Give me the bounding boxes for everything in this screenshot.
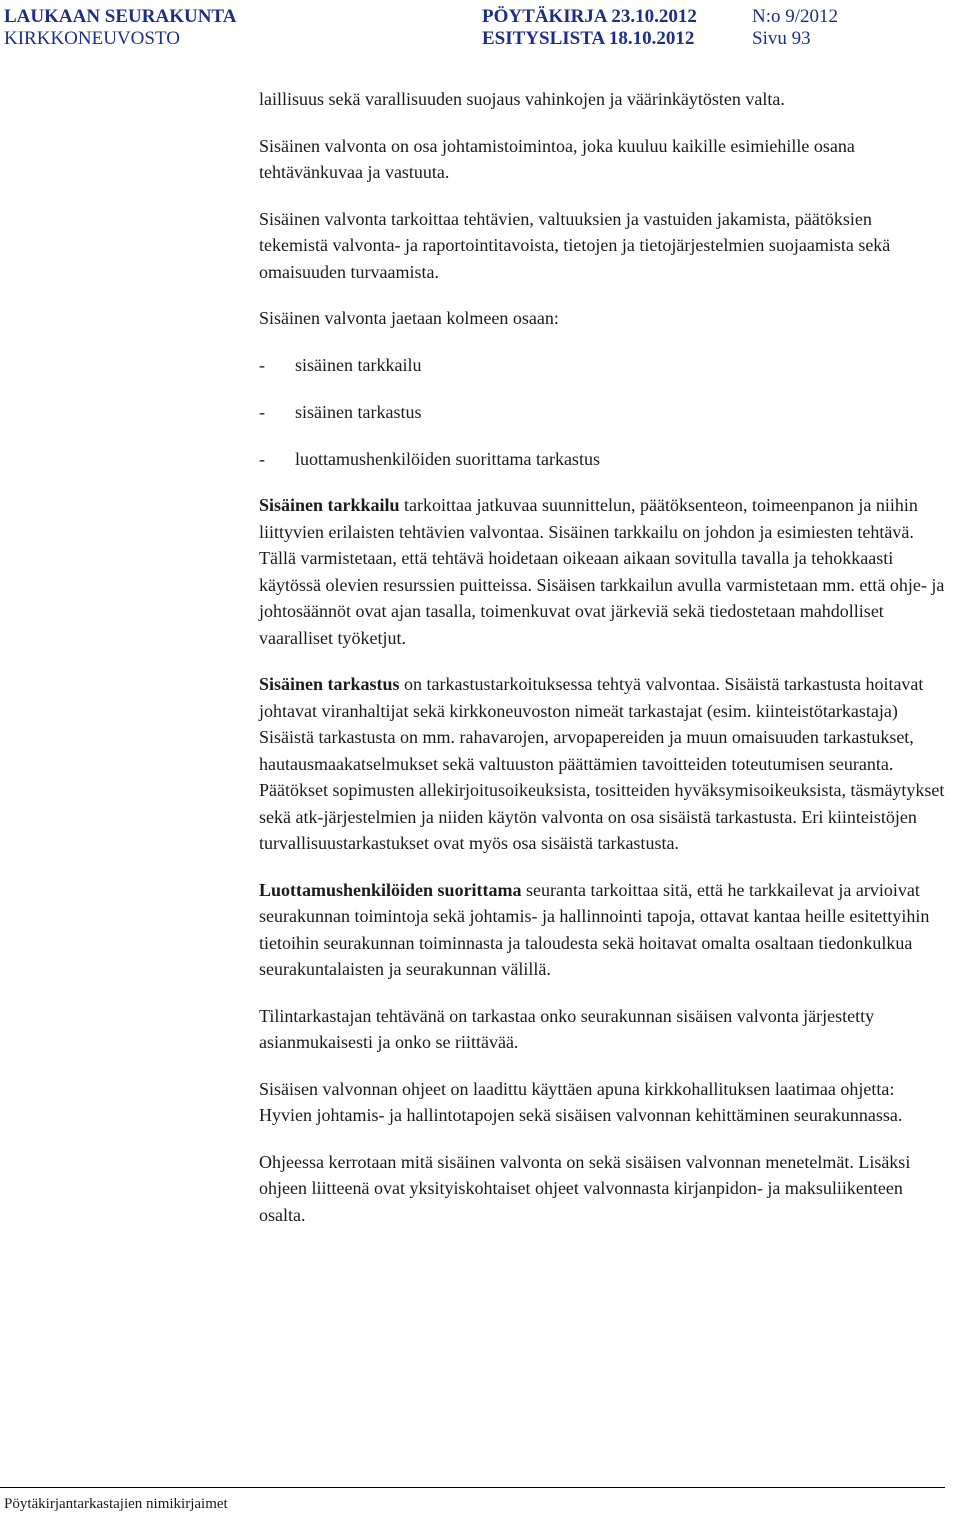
paragraph-guidelines-title: Hyvien johtamis- ja hallintotapojen sekä sisäisen valvonnan kehittäminen seurakunnassa.: [259, 1105, 903, 1125]
footer-divider: [0, 1487, 945, 1488]
paragraph-trustee-audit: Luottamushenkilöiden suorittama seuranta tarkoittaa sitä, että he tarkkailevat ja arvioivat seurakunnan toimintoja sekä johtamis- ja hallinnointi tapoja, ottavat kantaa heille esitettyihin tietoihin seurakunnan toiminnasta ja taloudesta sekä hoitavat omalta osaltaan tiedonkulkua seurakuntalaisten ja seurakunnan välillä.: [259, 879, 930, 979]
organization-name: LAUKAAN SEURAKUNTA: [4, 6, 237, 27]
footer-initials-label: Pöytäkirjantarkastajien nimikirjaimet: [4, 1496, 228, 1512]
document-number: N:o 9/2012: [752, 6, 839, 27]
list-item: - sisäinen tarkastus: [259, 401, 422, 422]
page-number: Sivu 93: [752, 28, 811, 49]
list-item: - luottamushenkilöiden suorittama tarkastus: [259, 448, 600, 469]
agenda-date: ESITYSLISTA 18.10.2012: [482, 28, 695, 49]
paragraph-1: laillisuus sekä varallisuuden suojaus vahinkojen ja väärinkäytösten valta.: [259, 89, 785, 109]
paragraph-auditor: Tilintarkastajan tehtävänä on tarkastaa onko seurakunnan sisäisen valvonta järjestetty asianmukaisesti ja onko se riittävää.: [259, 1005, 875, 1052]
minutes-date: PÖYTÄKIRJA 23.10.2012: [482, 6, 697, 27]
paragraph-4: Sisäinen valvonta jaetaan kolmeen osaan:: [259, 308, 559, 328]
header-middle: [482, 6, 697, 50]
document-body: [259, 86, 945, 1248]
paragraph-3: Sisäinen valvonta tarkoittaa tehtävien, valtuuksien ja vastuiden jakamista, päätöksien tekemistä valvonta- ja raportointitavoista, tietojen ja tietojärjestelmien suojaamista sekä omaisuuden turvaamista.: [259, 208, 891, 282]
term-internal-monitoring: Sisäinen tarkkailu: [259, 495, 400, 515]
paragraph-guidelines-source: Sisäisen valvonnan ohjeet on laadittu käyttäen apuna kirkkohallituksen laatimaa ohjetta:: [259, 1078, 895, 1099]
paragraph-2: Sisäinen valvonta on osa johtamistoimintoa, joka kuuluu kaikille esimiehille osana tehtävänkuvaa ja vastuuta.: [259, 135, 855, 182]
term-trustee-audit: Luottamushenkilöiden suorittama: [259, 879, 522, 900]
paragraph-guidelines-contents: Ohjeessa kerrotaan mitä sisäinen valvonta on sekä sisäisen valvonnan menetelmät. Lisäksi ohjeen liitteenä ovat yksityiskohtaiset ohjeet valvonnasta kirjanpidon- ja maksuliikenteen osalta.: [259, 1151, 911, 1225]
body-name: KIRKKONEUVOSTO: [4, 28, 180, 49]
control-parts-list: [259, 352, 945, 473]
term-internal-audit: Sisäinen tarkastus: [259, 674, 400, 694]
list-item: - sisäinen tarkkailu: [259, 354, 422, 375]
paragraph-internal-audit: Sisäinen tarkastus on tarkastustarkoituksessa tehtyä valvontaa. Sisäistä tarkastusta hoitavat johtavat viranhaltijat sekä kirkkoneuvoston nimeät tarkastajat (esim. kiinteistötarkastaja) Sisäistä tarkastusta on mm. rahavarojen, arvopapereiden ja muun omaisuuden tarkastukset, hautausmaakatselmukset sekä valtuuston päättämien tavoitteiden toteutumisen seuranta. Päätökset sopimusten allekirjoitusoikeuksista, tositteiden hyväksymisoikeuksista, täsmäytykset sekä atk-järjestelmien ja niiden käytön valvonta on osa sisäistä tarkastusta. Eri kiinteistöjen turvallisuustarkastukset ovat myös osa sisäistä tarkastusta.: [259, 674, 945, 853]
header-left: [4, 6, 236, 50]
header-right: [752, 6, 838, 50]
paragraph-internal-monitoring: Sisäinen tarkkailu tarkoittaa jatkuvaa suunnittelun, päätöksenteon, toimeenpanon ja niihin liittyvien erilaisten tehtävien valvontaa. Sisäinen tarkkailu on johdon ja esimiesten tehtävä. Tällä varmistetaan, että tehtävä hoidetaan oikeaan aikaan sovitulla tavalla ja tehokkaasti käytössä olevien resurssien puitteissa. Sisäisen tarkkailun avulla varmistetaan mm. että ohje- ja johtosäännöt ovat ajan tasalla, toimenkuvat ovat järkeviä sekä tiedostetaan mahdolliset vaaralliset työketjut.: [259, 495, 945, 648]
